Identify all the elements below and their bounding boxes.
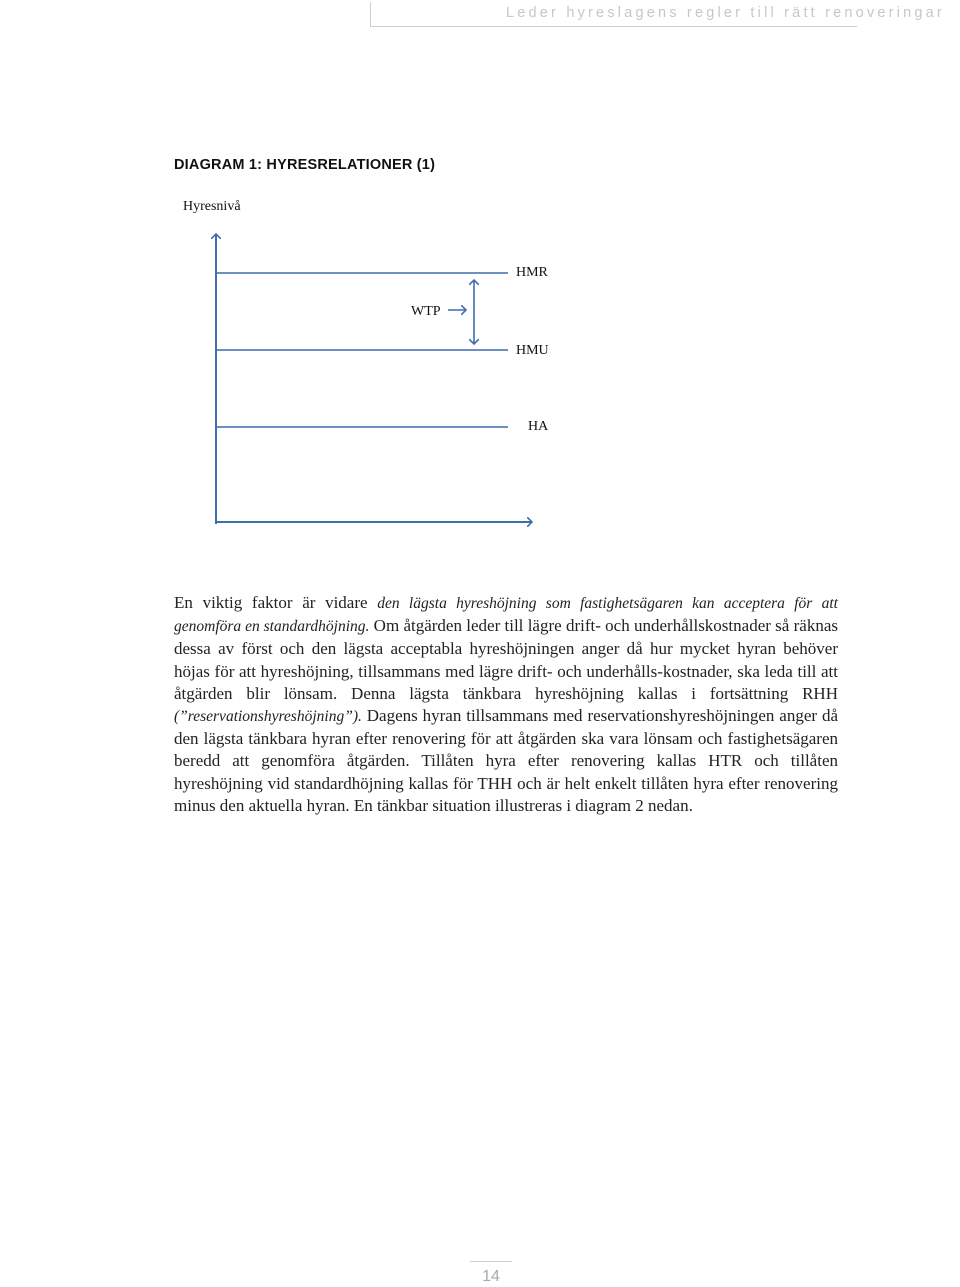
- y-axis-label: Hyresnivå: [183, 199, 241, 214]
- wtp-label: WTP: [411, 304, 441, 319]
- paragraph-emphasis: den lägsta hyreshöjning som fastighetsägaren kan acceptera för att genomföra en standardhöjning.: [174, 595, 838, 636]
- body-paragraph: [174, 592, 838, 817]
- hmr-label: HMR: [516, 265, 548, 280]
- running-header: Leder hyreslagens regler till rätt renoveringar: [506, 5, 945, 21]
- rent-relations-diagram: [0, 0, 960, 560]
- paragraph-term: (”reservationshyreshöjning”).: [174, 708, 362, 726]
- page-number: 14: [482, 1268, 500, 1285]
- page-number-rule: [470, 1261, 512, 1262]
- hmu-label: HMU: [516, 343, 549, 358]
- diagram-title: DIAGRAM 1: HYRESRELATIONER (1): [174, 157, 436, 173]
- paragraph-main: Om åtgärden leder till lägre drift- och underhållskostnader så räknas dessa av först och den lägsta acceptabla hyreshöjningen anger då hur mycket hyran behöver höjas för att hyreshöjning, tillsammans med lägre drift- och underhålls-kostnader, ska leda till att åtgärden blir lönsam. Denna lägsta tänkbara hyreshöjning kallas i fortsättning RHH: [174, 616, 838, 703]
- ha-label: HA: [528, 419, 549, 434]
- paragraph-intro: En viktig faktor är vidare: [174, 593, 378, 612]
- paragraph-rest: Dagens hyran tillsammans med reservationshyreshöjningen anger då den lägsta tänkbara hyran efter renovering för att åtgärden ska vara lönsam och fastighetsägaren beredd att genomföra åtgärden. Tillåten hyra efter renovering kallas HTR och tillåten hyreshöjning vid standardhöjning kallas för THH och är helt enkelt tillåten hyra efter renovering minus den aktuella hyran. En tänkbar situation illustreras i diagram 2 nedan.: [174, 706, 838, 815]
